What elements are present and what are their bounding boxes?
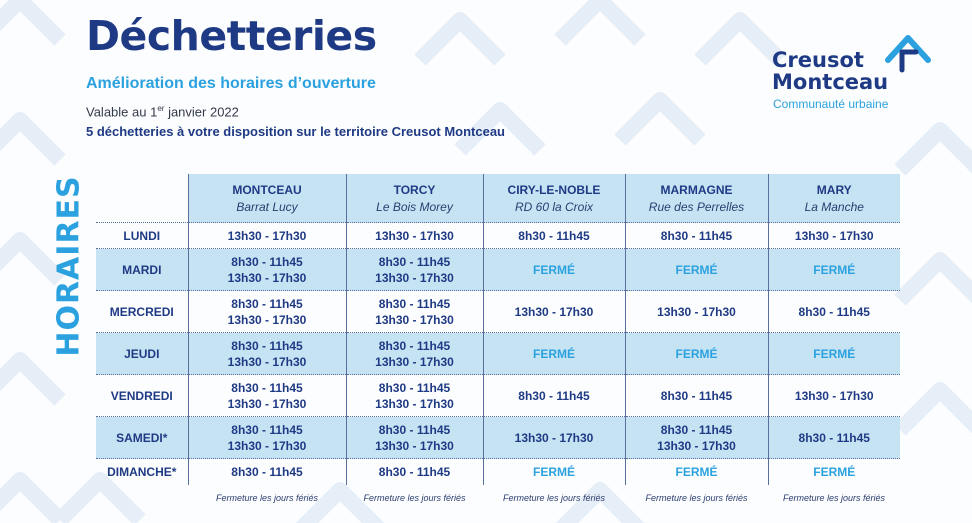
hours-line: 13h30 - 17h30 — [227, 228, 307, 243]
horaires-side-label: HORAIRES — [51, 175, 87, 357]
hours-line: 8h30 - 11h45 — [660, 228, 733, 243]
hours-cell — [483, 459, 625, 485]
hours-line: FERMÉ — [675, 346, 718, 361]
table-row — [96, 291, 900, 333]
table-row — [96, 417, 900, 459]
footnote-ciry-le-noble: Fermeture les jours fériés — [502, 492, 606, 503]
hours-line: 13h30 - 17h30 — [375, 354, 454, 369]
hours-line: 8h30 - 11h45 — [378, 338, 451, 353]
hours-line: 13h30 - 17h30 — [227, 270, 307, 285]
hours-line: 13h30 - 17h30 — [375, 228, 454, 243]
hours-line: 13h30 - 17h30 — [375, 270, 454, 285]
hours-line: 8h30 - 11h45 — [231, 422, 303, 437]
hours-line: 8h30 - 11h45 — [518, 388, 590, 403]
hours-line: FERMÉ — [533, 464, 575, 479]
hours-cell — [768, 223, 900, 249]
hours-cell — [188, 249, 346, 291]
hours-cell — [483, 333, 625, 375]
hours-cell — [625, 459, 768, 485]
hours-line: FERMÉ — [813, 464, 856, 479]
day-label: SAMEDI* — [96, 417, 188, 459]
hours-cell — [483, 417, 625, 459]
hours-line: 13h30 - 17h30 — [375, 312, 454, 327]
hours-cell — [625, 375, 768, 417]
schedule-body — [96, 223, 900, 485]
hours-cell — [768, 375, 900, 417]
hours-line: 8h30 - 11h45 — [660, 422, 733, 437]
hours-cell — [768, 291, 900, 333]
hours-cell — [188, 459, 346, 485]
hours-line: FERMÉ — [675, 464, 718, 479]
hours-line: FERMÉ — [533, 262, 575, 277]
hours-cell — [483, 375, 625, 417]
hours-line: 8h30 - 11h45 — [231, 254, 303, 269]
page-title: Déchetteries — [86, 12, 377, 60]
validity-date: Valable au 1er janvier 2022 — [86, 104, 239, 120]
table-row — [96, 375, 900, 417]
hours-cell — [768, 249, 900, 291]
hours-cell — [768, 333, 900, 375]
hours-cell — [188, 333, 346, 375]
day-label: JEUDI — [96, 333, 188, 375]
hours-line: 13h30 - 17h30 — [227, 438, 307, 453]
hours-line: 8h30 - 11h45 — [378, 296, 451, 311]
hours-line: FERMÉ — [533, 346, 575, 361]
hours-line: 13h30 - 17h30 — [657, 438, 736, 453]
table-header-row — [96, 174, 900, 223]
footnote-montceau: Fermeture les jours fériés — [215, 492, 319, 503]
hours-line: 8h30 - 11h45 — [798, 430, 870, 445]
hours-line: 13h30 - 17h30 — [657, 304, 736, 319]
hours-line: FERMÉ — [675, 262, 718, 277]
availability-note: 5 déchetteries à votre disposition sur le territoire Creusot Montceau — [86, 124, 505, 139]
hours-line: 13h30 - 17h30 — [375, 438, 454, 453]
hours-line: FERMÉ — [813, 262, 856, 277]
hours-cell — [188, 417, 346, 459]
hours-line: 13h30 - 17h30 — [227, 354, 307, 369]
hours-line: 8h30 - 11h45 — [518, 228, 590, 243]
table-row — [96, 223, 900, 249]
hours-cell — [625, 223, 768, 249]
hours-cell — [188, 223, 346, 249]
hours-cell — [346, 223, 483, 249]
hours-line: 8h30 - 11h45 — [231, 380, 303, 395]
hours-line: 13h30 - 17h30 — [375, 396, 454, 411]
hours-cell — [768, 417, 900, 459]
hours-cell — [625, 291, 768, 333]
footnote-torcy: Fermeture les jours fériés — [363, 492, 466, 503]
logo-text-line1: Creusot — [772, 48, 864, 72]
hours-cell — [346, 375, 483, 417]
column-header-montceau: MONTCEAU Barrat Lucy — [188, 174, 346, 223]
column-header-torcy: TORCY Le Bois Morey — [346, 174, 483, 223]
day-label: MERCREDI — [96, 291, 188, 333]
hours-line: 8h30 - 11h45 — [378, 422, 451, 437]
hours-cell — [625, 249, 768, 291]
hours-line: 13h30 - 17h30 — [514, 430, 594, 445]
schedule-table — [96, 174, 900, 511]
hours-line: 8h30 - 11h45 — [378, 464, 451, 479]
hours-cell — [346, 333, 483, 375]
hours-cell — [346, 249, 483, 291]
page-subtitle: Amélioration des horaires d’ouverture — [86, 75, 376, 92]
footnote-row — [96, 485, 900, 511]
hours-line: 13h30 - 17h30 — [794, 388, 874, 403]
hours-cell — [483, 223, 625, 249]
creusot-montceau-logo — [772, 30, 942, 120]
logo-text-line2: Montceau — [772, 70, 889, 94]
column-header-mary: MARY La Manche — [768, 174, 900, 223]
hours-line: 13h30 - 17h30 — [227, 396, 307, 411]
footnote-mary: Fermeture les jours fériés — [782, 492, 886, 503]
hours-cell — [483, 291, 625, 333]
hours-cell — [346, 417, 483, 459]
column-header-ciry-le-noble: CIRY-LE-NOBLE RD 60 la Croix — [483, 174, 625, 223]
hours-line: 13h30 - 17h30 — [514, 304, 594, 319]
table-row — [96, 249, 900, 291]
hours-cell — [625, 417, 768, 459]
logo-tagline: Communauté urbaine — [773, 97, 889, 111]
hours-line: 13h30 - 17h30 — [227, 312, 307, 327]
day-label: LUNDI — [96, 223, 188, 249]
hours-cell — [625, 333, 768, 375]
hours-cell — [768, 459, 900, 485]
hours-cell — [188, 375, 346, 417]
day-label: MARDI — [96, 249, 188, 291]
hours-cell — [483, 249, 625, 291]
hours-cell — [188, 291, 346, 333]
column-header-marmagne: MARMAGNE Rue des Perrelles — [625, 174, 768, 223]
table-row — [96, 333, 900, 375]
hours-line: 8h30 - 11h45 — [378, 380, 451, 395]
hours-line: 8h30 - 11h45 — [231, 464, 303, 479]
day-label: VENDREDI — [96, 375, 188, 417]
hours-cell — [346, 291, 483, 333]
table-corner — [96, 174, 188, 223]
day-label: DIMANCHE* — [96, 459, 188, 485]
hours-line: 8h30 - 11h45 — [231, 338, 303, 353]
hours-line: 13h30 - 17h30 — [794, 228, 874, 243]
hours-line: 8h30 - 11h45 — [231, 296, 303, 311]
logo-arrow-icon — [882, 30, 934, 76]
table-row — [96, 459, 900, 485]
footnote-marmagne: Fermeture les jours fériés — [645, 492, 748, 503]
hours-line: FERMÉ — [813, 346, 856, 361]
hours-line: 8h30 - 11h45 — [378, 254, 451, 269]
hours-line: 8h30 - 11h45 — [660, 388, 733, 403]
hours-cell — [346, 459, 483, 485]
hours-line: 8h30 - 11h45 — [798, 304, 870, 319]
